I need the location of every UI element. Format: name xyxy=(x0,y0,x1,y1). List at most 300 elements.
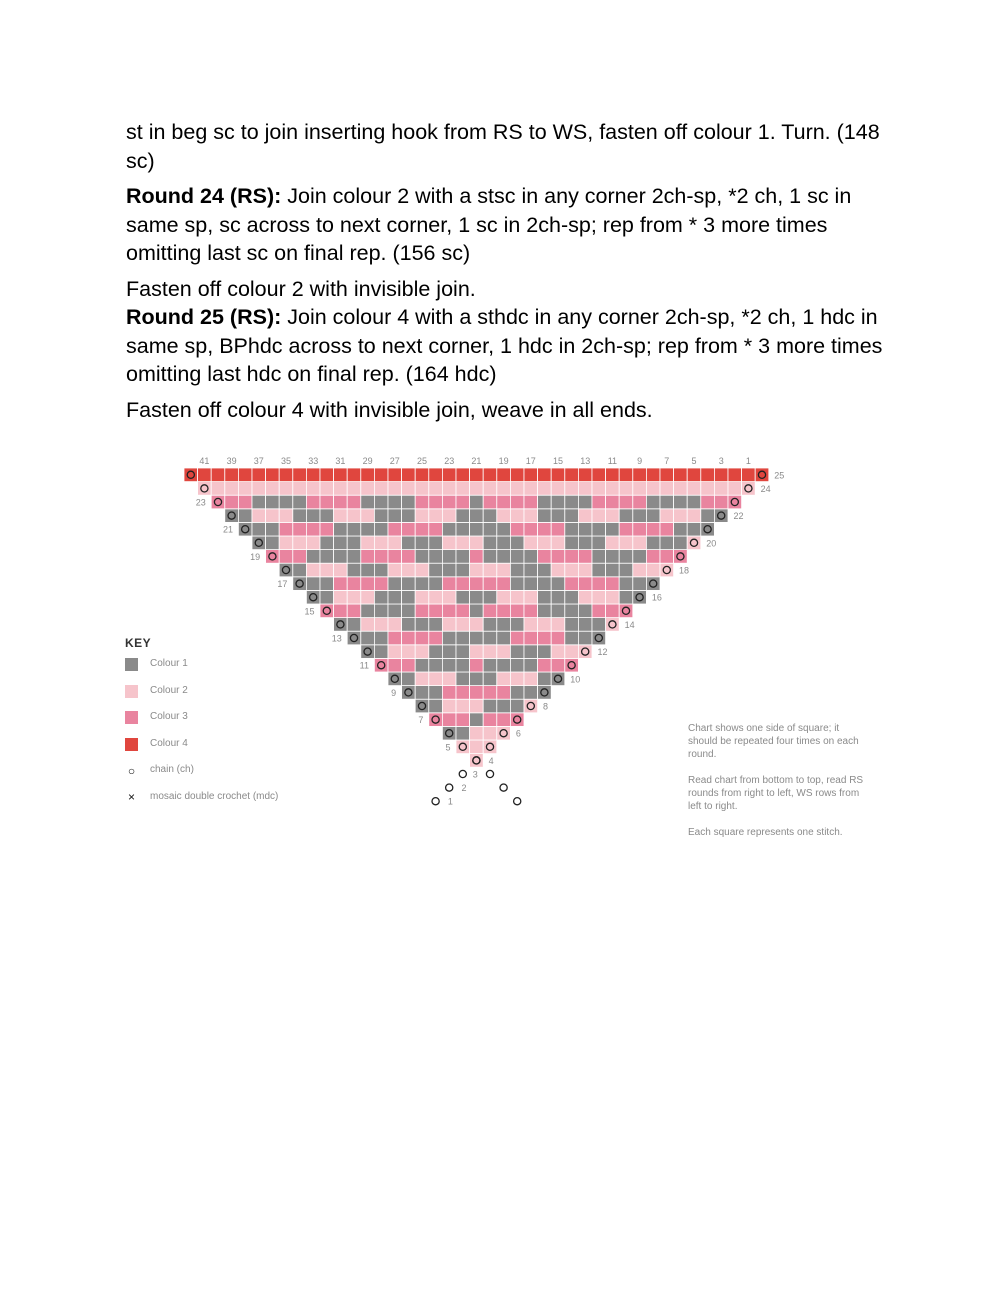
stitch-cell xyxy=(415,495,429,509)
stitch-cell xyxy=(374,577,388,591)
stitch-cell xyxy=(538,618,552,632)
stitch-cell xyxy=(538,482,552,496)
stitch-cell xyxy=(538,563,552,577)
stitch-cell xyxy=(429,509,443,523)
stitch-cell xyxy=(470,754,484,768)
stitch-cell xyxy=(211,468,225,482)
stitch-cell xyxy=(225,495,239,509)
stitch-cell xyxy=(320,482,334,496)
stitch-cell xyxy=(374,631,388,645)
stitch-cell xyxy=(388,536,402,550)
stitch-cell xyxy=(402,522,416,536)
stitch-cell xyxy=(538,577,552,591)
stitch-cell xyxy=(198,468,212,482)
stitch-cell xyxy=(334,509,348,523)
column-label: 7 xyxy=(664,456,670,466)
key-item xyxy=(125,764,278,791)
stitch-cell xyxy=(415,482,429,496)
stitch-cell xyxy=(633,536,647,550)
stitch-cell xyxy=(524,495,538,509)
paragraph-round-24 xyxy=(126,182,886,268)
stitch-cell xyxy=(320,536,334,550)
stitch-cell xyxy=(184,468,198,482)
stitch-cell xyxy=(524,686,538,700)
stitch-cell xyxy=(592,577,606,591)
stitch-cell xyxy=(565,577,579,591)
stitch-cell xyxy=(674,468,688,482)
stitch-cell xyxy=(538,686,552,700)
stitch-cell xyxy=(252,482,266,496)
stitch-cell xyxy=(510,645,524,659)
stitch-cell xyxy=(266,509,280,523)
stitch-cell xyxy=(674,550,688,564)
stitch-cell xyxy=(497,482,511,496)
stitch-cell xyxy=(538,468,552,482)
stitch-cell xyxy=(456,672,470,686)
stitch-cell xyxy=(728,495,742,509)
stitch-cell xyxy=(470,713,484,727)
column-label: 39 xyxy=(226,456,237,466)
key-item xyxy=(125,738,278,765)
stitch-cell xyxy=(279,522,293,536)
stitch-cell xyxy=(456,631,470,645)
stitch-cell xyxy=(334,468,348,482)
stitch-cell xyxy=(687,482,701,496)
stitch-cell xyxy=(470,658,484,672)
chain-symbol xyxy=(459,770,466,777)
stitch-cell xyxy=(674,495,688,509)
round-24-label: Round 24 (RS): xyxy=(126,184,282,208)
stitch-cell xyxy=(442,590,456,604)
stitch-cell xyxy=(442,713,456,727)
stitch-cell xyxy=(606,536,620,550)
stitch-cell xyxy=(483,482,497,496)
column-label: 41 xyxy=(199,456,210,466)
stitch-cell xyxy=(347,604,361,618)
stitch-cell xyxy=(565,658,579,672)
stitch-cell xyxy=(415,645,429,659)
stitch-cell xyxy=(429,658,443,672)
stitch-cell xyxy=(334,604,348,618)
stitch-cell xyxy=(538,590,552,604)
stitch-cell xyxy=(429,618,443,632)
stitch-cell xyxy=(470,604,484,618)
stitch-cell xyxy=(415,618,429,632)
stitch-cell xyxy=(402,468,416,482)
stitch-cell xyxy=(402,631,416,645)
stitch-cell xyxy=(660,550,674,564)
stitch-cell xyxy=(334,550,348,564)
chart-notes xyxy=(688,722,868,852)
stitch-cell xyxy=(633,563,647,577)
stitch-cell xyxy=(483,740,497,754)
stitch-cell xyxy=(456,604,470,618)
stitch-cell xyxy=(510,550,524,564)
stitch-cell xyxy=(728,468,742,482)
stitch-cell xyxy=(497,645,511,659)
stitch-cell xyxy=(565,468,579,482)
row-label: 15 xyxy=(304,606,315,617)
stitch-cell xyxy=(388,563,402,577)
stitch-cell xyxy=(646,468,660,482)
stitch-cell xyxy=(606,522,620,536)
stitch-cell xyxy=(660,482,674,496)
stitch-cell xyxy=(551,509,565,523)
stitch-cell xyxy=(470,740,484,754)
stitch-cell xyxy=(633,522,647,536)
stitch-cell xyxy=(538,645,552,659)
stitch-cell xyxy=(429,686,443,700)
stitch-cell xyxy=(388,482,402,496)
stitch-cell xyxy=(538,550,552,564)
stitch-cell xyxy=(402,495,416,509)
column-label: 15 xyxy=(552,456,564,466)
row-label: 22 xyxy=(733,511,744,522)
stitch-cell xyxy=(402,672,416,686)
stitch-cell xyxy=(510,699,524,713)
column-label: 35 xyxy=(280,456,292,466)
stitch-cell xyxy=(606,590,620,604)
stitch-cell xyxy=(728,482,742,496)
stitch-cell xyxy=(565,618,579,632)
stitch-cell xyxy=(538,672,552,686)
stitch-cell xyxy=(442,645,456,659)
stitch-cell xyxy=(402,645,416,659)
stitch-cell xyxy=(334,536,348,550)
stitch-cell xyxy=(374,495,388,509)
stitch-cell xyxy=(470,645,484,659)
stitch-cell xyxy=(429,577,443,591)
stitch-cell xyxy=(374,468,388,482)
circle-icon: ○ xyxy=(127,763,136,778)
stitch-cell xyxy=(442,509,456,523)
stitch-cell xyxy=(361,604,375,618)
stitch-cell xyxy=(225,468,239,482)
stitch-cell xyxy=(565,522,579,536)
stitch-cell xyxy=(510,658,524,672)
stitch-cell xyxy=(619,522,633,536)
stitch-cell xyxy=(456,495,470,509)
stitch-cell xyxy=(334,563,348,577)
stitch-cell xyxy=(619,577,633,591)
stitch-cell xyxy=(402,482,416,496)
stitch-cell xyxy=(456,590,470,604)
stitch-cell xyxy=(497,495,511,509)
stitch-cell xyxy=(361,618,375,632)
stitch-cell xyxy=(524,509,538,523)
stitch-cell xyxy=(714,482,728,496)
stitch-cell xyxy=(347,468,361,482)
column-label: 3 xyxy=(718,456,724,466)
stitch-cell xyxy=(619,495,633,509)
stitch-cell xyxy=(279,550,293,564)
stitch-cell xyxy=(606,563,620,577)
stitch-cell xyxy=(306,509,320,523)
stitch-cell xyxy=(483,550,497,564)
stitch-cell xyxy=(606,509,620,523)
stitch-cell xyxy=(442,631,456,645)
round-24-text: Join colour 2 with a stsc in any corner 2ch-sp, *2 ch, 1 sc in same sp, sc across to next corner, 1 sc in 2ch-sp; rep from * 3 more times omitting last sc on final rep. (156 sc) xyxy=(126,184,852,265)
stitch-cell xyxy=(361,631,375,645)
stitch-cell xyxy=(442,536,456,550)
stitch-cell xyxy=(238,495,252,509)
row-label: 20 xyxy=(706,538,717,549)
key-label: Colour 1 xyxy=(150,658,188,669)
stitch-cell xyxy=(429,536,443,550)
stitch-cell xyxy=(660,468,674,482)
stitch-cell xyxy=(225,509,239,523)
stitch-cell xyxy=(510,509,524,523)
key-swatch xyxy=(125,738,138,751)
stitch-cell xyxy=(388,672,402,686)
column-label: 25 xyxy=(416,456,428,466)
stitch-cell xyxy=(551,577,565,591)
stitch-cell xyxy=(606,482,620,496)
stitch-cell xyxy=(510,468,524,482)
stitch-cell xyxy=(306,563,320,577)
stitch-cell xyxy=(470,563,484,577)
stitch-cell xyxy=(592,563,606,577)
stitch-cell xyxy=(646,550,660,564)
stitch-cell xyxy=(538,658,552,672)
stitch-cell xyxy=(551,618,565,632)
stitch-cell xyxy=(415,631,429,645)
chart-note: Each square represents one stitch. xyxy=(688,827,843,838)
stitch-cell xyxy=(374,618,388,632)
key-label: Colour 4 xyxy=(150,737,188,749)
stitch-cell xyxy=(497,590,511,604)
stitch-cell xyxy=(619,509,633,523)
stitch-cell xyxy=(660,522,674,536)
stitch-cell xyxy=(470,631,484,645)
row-label: 23 xyxy=(195,497,206,508)
stitch-cell xyxy=(334,522,348,536)
stitch-cell xyxy=(592,482,606,496)
row-label: 19 xyxy=(250,551,261,562)
stitch-cell xyxy=(442,726,456,740)
stitch-cell xyxy=(497,563,511,577)
stitch-cell xyxy=(565,550,579,564)
stitch-cell xyxy=(238,509,252,523)
stitch-cell xyxy=(633,590,647,604)
column-label: 27 xyxy=(389,456,400,466)
stitch-cell xyxy=(470,509,484,523)
stitch-cell xyxy=(429,631,443,645)
stitch-cell xyxy=(497,699,511,713)
stitch-cell xyxy=(497,577,511,591)
round-25-label: Round 25 (RS): xyxy=(126,305,282,329)
stitch-cell xyxy=(266,495,280,509)
stitch-cell xyxy=(551,495,565,509)
stitch-cell xyxy=(606,604,620,618)
stitch-cell xyxy=(483,563,497,577)
stitch-cell xyxy=(402,563,416,577)
stitch-cell xyxy=(456,645,470,659)
stitch-cell xyxy=(578,522,592,536)
stitch-cell xyxy=(646,563,660,577)
stitch-cell xyxy=(551,631,565,645)
stitch-cell xyxy=(701,468,715,482)
stitch-cell xyxy=(374,563,388,577)
stitch-cell xyxy=(646,509,660,523)
stitch-cell xyxy=(687,495,701,509)
stitch-cell xyxy=(565,482,579,496)
key-label: mosaic double crochet (mdc) xyxy=(150,790,279,802)
stitch-cell xyxy=(470,577,484,591)
stitch-cell xyxy=(483,509,497,523)
stitch-cell xyxy=(592,590,606,604)
stitch-cell xyxy=(510,577,524,591)
stitch-cell xyxy=(510,590,524,604)
row-label: 13 xyxy=(331,633,342,644)
stitch-cell xyxy=(456,740,470,754)
stitch-cell xyxy=(306,522,320,536)
stitch-cell xyxy=(361,550,375,564)
stitch-cell xyxy=(524,604,538,618)
paragraph-fasten-off-2: Fasten off colour 2 with invisible join. xyxy=(126,276,476,301)
stitch-cell xyxy=(456,550,470,564)
row-label: 12 xyxy=(597,647,608,658)
stitch-cell xyxy=(687,536,701,550)
stitch-cell xyxy=(606,618,620,632)
stitch-cell xyxy=(606,577,620,591)
stitch-cell xyxy=(347,563,361,577)
row-label: 24 xyxy=(760,483,771,494)
stitch-cell xyxy=(374,482,388,496)
stitch-cell xyxy=(442,550,456,564)
stitch-cell xyxy=(646,522,660,536)
stitch-cell xyxy=(456,563,470,577)
stitch-cell xyxy=(524,522,538,536)
stitch-cell xyxy=(347,550,361,564)
stitch-cell xyxy=(470,550,484,564)
stitch-cell xyxy=(551,645,565,659)
stitch-cell xyxy=(388,604,402,618)
stitch-cell xyxy=(374,536,388,550)
stitch-cell xyxy=(497,604,511,618)
stitch-cell xyxy=(524,563,538,577)
paragraph-continuation: st in beg sc to join inserting hook from RS to WS, fasten off colour 1. Turn. (148 sc) xyxy=(126,120,880,173)
stitch-cell xyxy=(551,468,565,482)
stitch-cell xyxy=(374,590,388,604)
stitch-cell xyxy=(510,495,524,509)
stitch-cell xyxy=(415,699,429,713)
column-label: 23 xyxy=(444,456,455,466)
stitch-cell xyxy=(551,522,565,536)
stitch-cell xyxy=(619,563,633,577)
stitch-cell xyxy=(361,482,375,496)
stitch-cell xyxy=(551,563,565,577)
stitch-cell xyxy=(592,618,606,632)
stitch-cell xyxy=(361,522,375,536)
stitch-cell xyxy=(524,590,538,604)
row-label: 18 xyxy=(679,565,690,576)
stitch-cell xyxy=(374,604,388,618)
stitch-cell xyxy=(429,482,443,496)
stitch-cell xyxy=(306,550,320,564)
stitch-cell xyxy=(470,590,484,604)
stitch-cell xyxy=(606,495,620,509)
stitch-cell xyxy=(470,672,484,686)
stitch-cell xyxy=(252,495,266,509)
stitch-cell xyxy=(538,536,552,550)
column-label: 29 xyxy=(362,456,373,466)
stitch-cell xyxy=(701,509,715,523)
stitch-cell xyxy=(252,522,266,536)
stitch-cell xyxy=(266,482,280,496)
stitch-cell xyxy=(293,536,307,550)
stitch-cell xyxy=(347,522,361,536)
paragraph-fasten-off-4: Fasten off colour 4 with invisible join, weave in all ends. xyxy=(126,397,653,422)
key-label: Colour 3 xyxy=(150,711,188,723)
row-label: 25 xyxy=(774,470,785,481)
stitch-cell xyxy=(334,495,348,509)
stitch-cell xyxy=(742,482,756,496)
stitch-cell xyxy=(483,618,497,632)
stitch-cell xyxy=(306,468,320,482)
stitch-cell xyxy=(714,468,728,482)
stitch-cell xyxy=(198,482,212,496)
stitch-cell xyxy=(361,563,375,577)
paragraph-round-25 xyxy=(126,303,886,389)
stitch-cell xyxy=(578,536,592,550)
stitch-cell xyxy=(619,536,633,550)
stitch-cell xyxy=(429,713,443,727)
stitch-cell xyxy=(538,509,552,523)
stitch-cell xyxy=(660,536,674,550)
stitch-cell xyxy=(619,604,633,618)
stitch-cell xyxy=(415,468,429,482)
stitch-cell xyxy=(646,495,660,509)
stitch-cell xyxy=(456,618,470,632)
stitch-cell xyxy=(374,522,388,536)
stitch-cell xyxy=(415,522,429,536)
stitch-cell xyxy=(374,550,388,564)
stitch-cell xyxy=(470,699,484,713)
stitch-cell xyxy=(429,699,443,713)
stitch-cell xyxy=(347,631,361,645)
stitch-cell xyxy=(470,618,484,632)
stitch-cell xyxy=(252,468,266,482)
stitch-cell xyxy=(211,495,225,509)
stitch-cell xyxy=(320,590,334,604)
stitch-cell xyxy=(497,522,511,536)
column-label: 1 xyxy=(745,456,751,466)
stitch-cell xyxy=(306,590,320,604)
stitch-cell xyxy=(592,631,606,645)
stitch-cell xyxy=(415,536,429,550)
key-label: Colour 2 xyxy=(150,684,188,696)
stitch-cell xyxy=(347,536,361,550)
row-label: 5 xyxy=(445,742,451,753)
stitch-cell xyxy=(538,604,552,618)
key-swatch xyxy=(125,711,138,724)
stitch-cell xyxy=(551,550,565,564)
stitch-cell xyxy=(456,699,470,713)
stitch-cell xyxy=(361,645,375,659)
stitch-cell xyxy=(320,509,334,523)
stitch-cell xyxy=(483,726,497,740)
stitch-cell xyxy=(633,509,647,523)
stitch-cell xyxy=(510,563,524,577)
stitch-cell xyxy=(402,618,416,632)
stitch-cell xyxy=(524,699,538,713)
column-label: 13 xyxy=(580,456,591,466)
row-label: 16 xyxy=(651,592,662,603)
stitch-cell xyxy=(293,468,307,482)
stitch-cell xyxy=(510,686,524,700)
stitch-cell xyxy=(619,590,633,604)
